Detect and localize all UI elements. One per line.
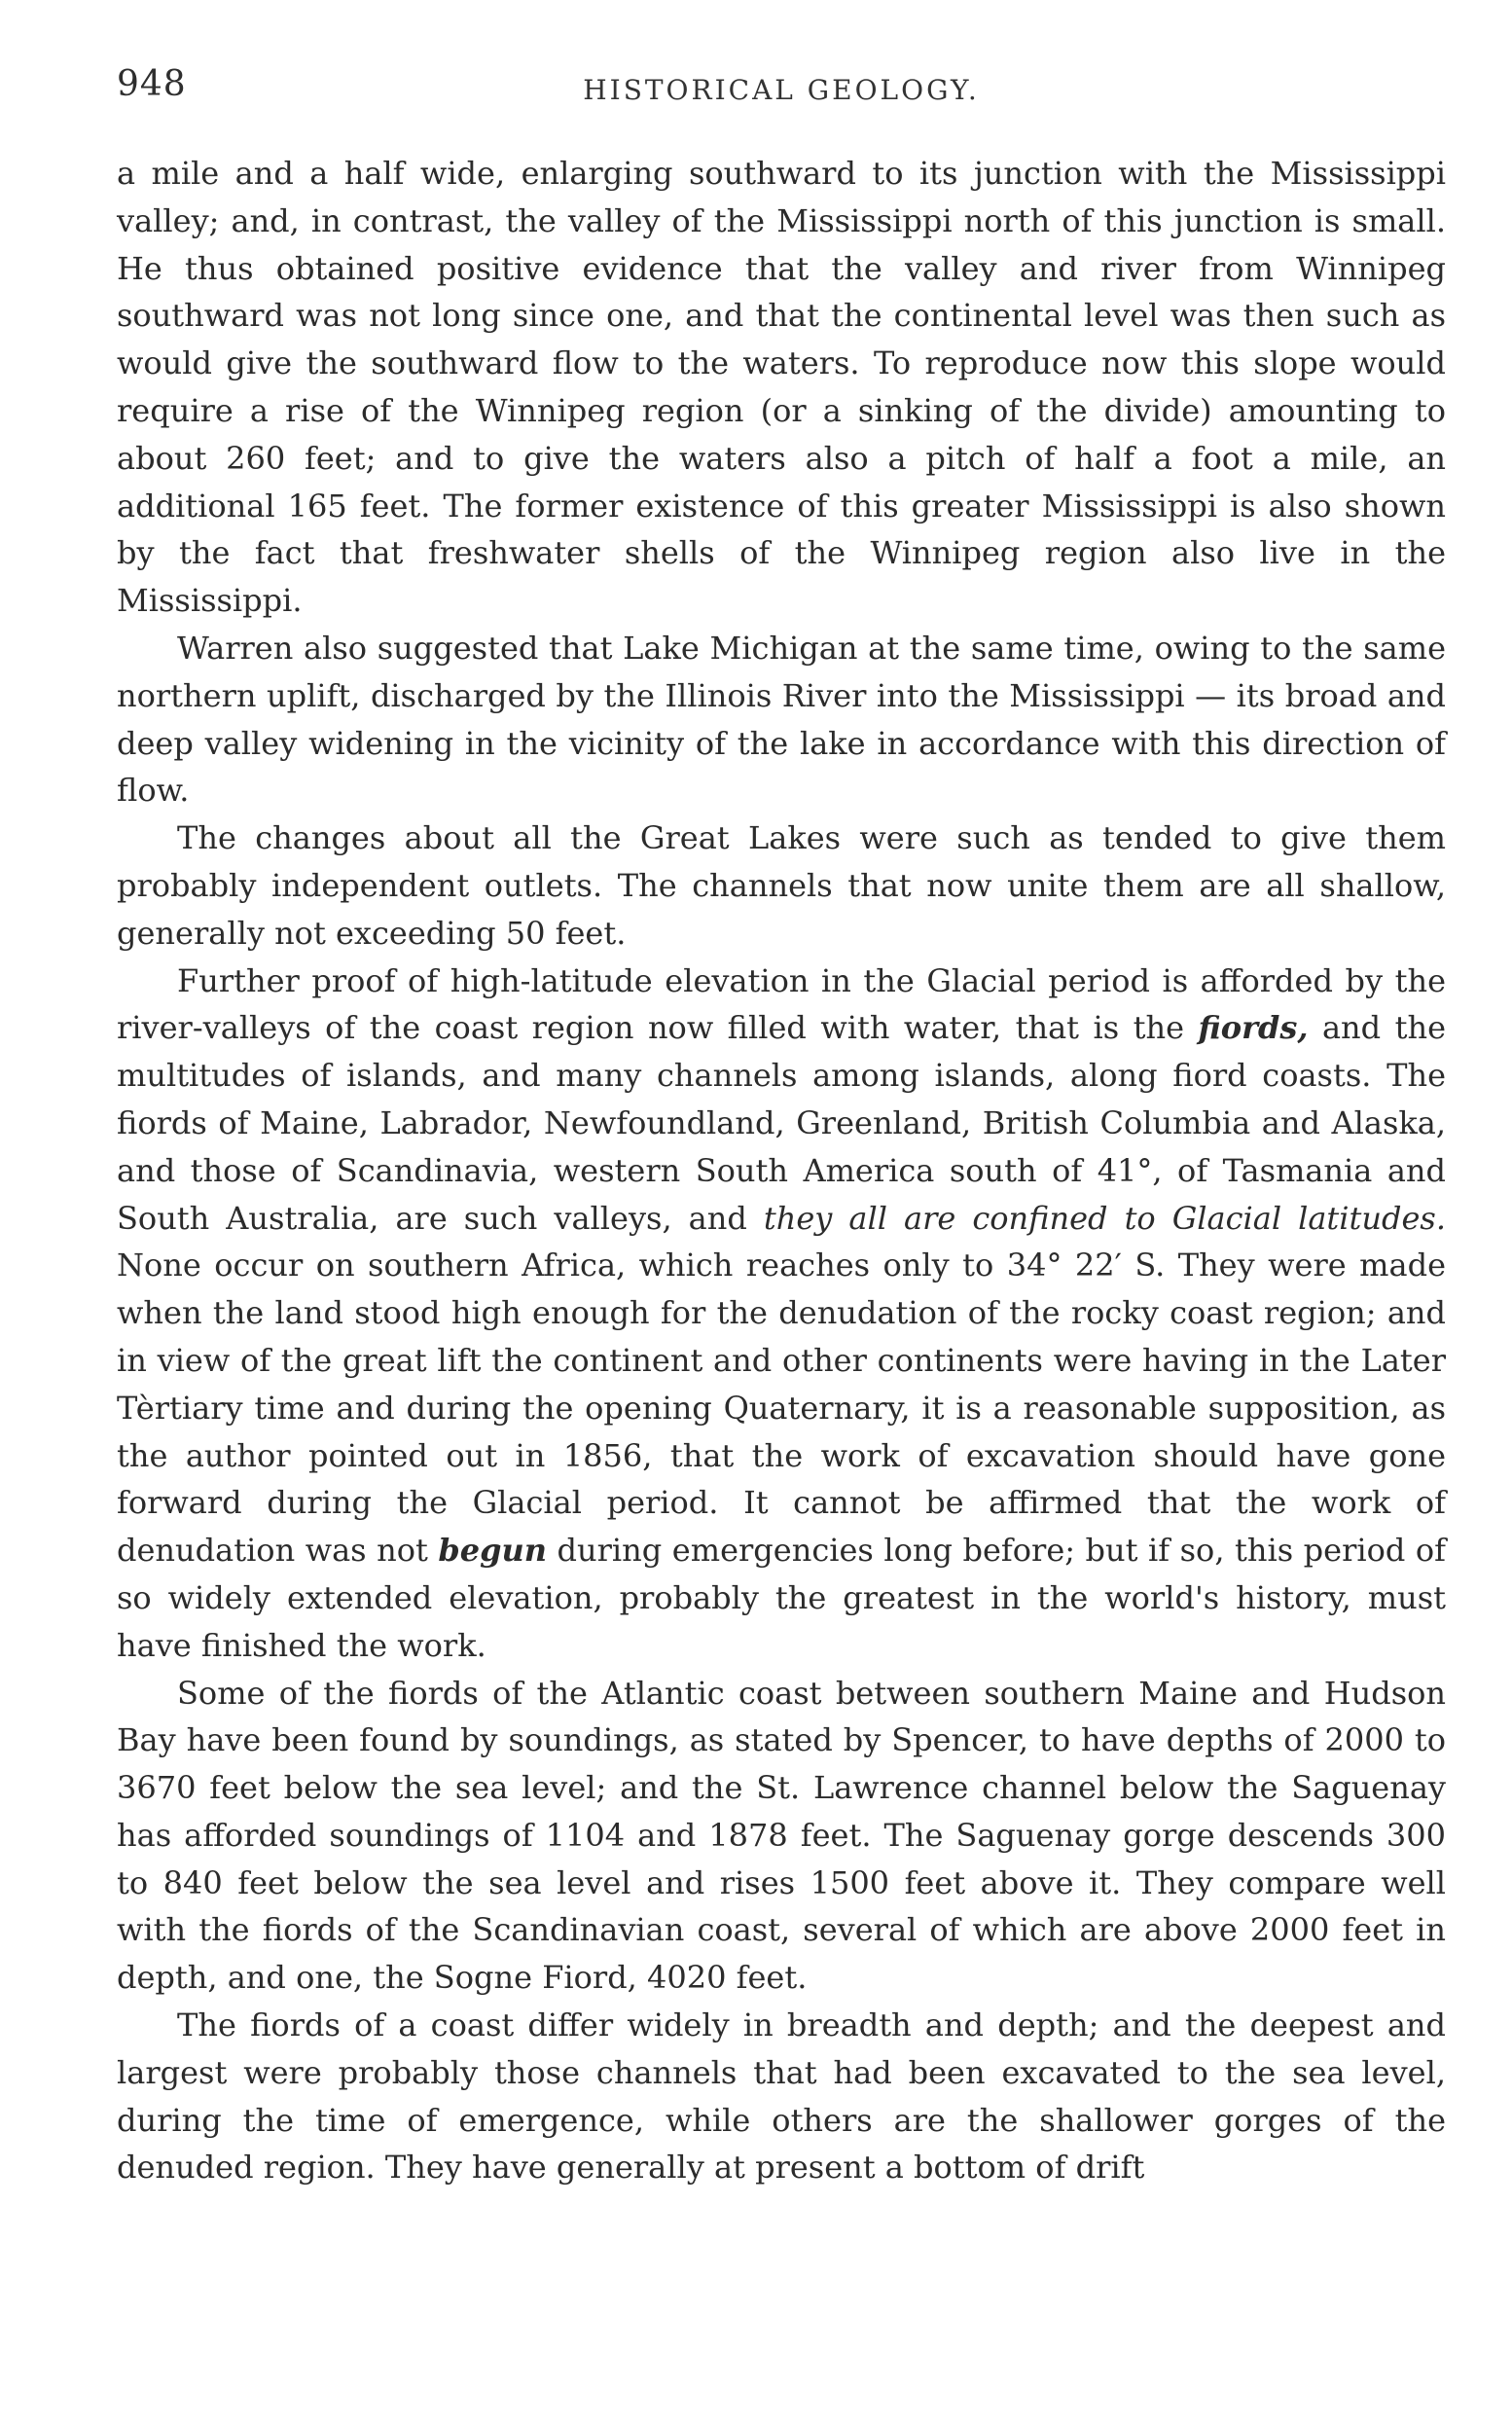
page-header	[117, 64, 1446, 113]
paragraph-text: a mile and a half wide, enlarging southward to its junction with the Mississippi valley; and, in contrast, the valley of the Mississippi north of this junction is small. He thus obtained positive evidence that the valley and river from Winnipeg southward was not long since one, and that the continental level was then such as would give the southward flow to the waters. To reproduce now this slope would require a rise of the Winnipeg region (or a sinking of the divide) amounting to about 260 feet; and to give the waters also a pitch of half a foot a mile, an additional 165 feet. The former existence of this greater Mississippi is also shown by the fact that freshwater shells of the Winnipeg region also live in the Mississippi.	[117, 155, 1446, 620]
paragraph-text: None occur on southern Africa, which reaches only to 34° 22′ S. They were made when the land stood high enough for the denudation of the rocky coast region; and in view of the great lift the continent and other continents were having in the Later Tèrtiary time and during the opening Quaternary, it is a reasonable supposition, as the author pointed out in 1856, that the work of excavation should have gone forward during the Glacial period. It cannot be affirmed that the work of denudation was not	[117, 1247, 1446, 1570]
paragraph-text: and the multitudes of islands, and many channels among islands, along fiord coasts. The fiords of Maine, Labrador, Newfoundland, Greenland, British Columbia and Alaska, and those of Scandinavia, western South America south of 41°, of Tasmania and South Australia, are such valleys, and	[117, 1009, 1447, 1237]
body-text	[117, 150, 1446, 2191]
paragraph-4	[117, 958, 1446, 1670]
page-number: 948	[117, 64, 187, 104]
paragraph-3	[117, 814, 1446, 957]
running-head: HISTORICAL GEOLOGY.	[583, 74, 980, 106]
paragraph-text: Warren also suggested that Lake Michigan at the same time, owing to the same northern uplift, discharged by the Illinois River into the Mississippi — its broad and deep valley widening in the vicinity of the lake in accordance with this direction of flow.	[117, 629, 1446, 810]
paragraph-text: Some of the fiords of the Atlantic coast between southern Maine and Hudson Bay have been found by soundings, as stated by Spencer, to have depths of 2000 to 3670 feet below the sea level; and the St. Lawrence channel below the Saguenay has afforded soundings of 1104 and 1878 feet. The Saguenay gorge descends 300 to 840 feet below the sea level and rises 1500 feet above it. They compare well with the fiords of the Scandinavian coast, several of which are above 2000 feet in depth, and one, the Sogne Fiord, 4020 feet.	[117, 1674, 1446, 1997]
paragraph-text: during emergencies long before; but if so, this period of so widely extended elevation, probably the greatest in the world's history, must have finished the work.	[117, 1532, 1447, 1664]
paragraph-1	[117, 150, 1446, 625]
paragraph-text: Further proof of high-latitude elevation in the Glacial period is afforded by the river-valleys of the coast region now filled with water, that is the	[117, 961, 1446, 1047]
paragraph-text: The fiords of a coast differ widely in breadth and depth; and the deepest and largest were probably those channels that had been excavated to the sea level, during the time of emergence, while others are the shallower gorges of the denuded region. They have generally at present a bottom of drift	[117, 2006, 1446, 2187]
paragraph-2	[117, 625, 1446, 814]
italic-term-fiords: fiords,	[1198, 1009, 1309, 1047]
paragraph-text: The changes about all the Great Lakes were such as tended to give them probably independent outlets. The channels that now unite them are all shallow, generally not exceeding 50 feet.	[117, 819, 1446, 952]
italic-term-begun: begun	[438, 1532, 548, 1570]
italic-emphasis-glacial-latitudes: they all are confined to Glacial latitudes.	[763, 1199, 1447, 1237]
paragraph-6	[117, 2002, 1446, 2191]
paragraph-5	[117, 1670, 1446, 2003]
